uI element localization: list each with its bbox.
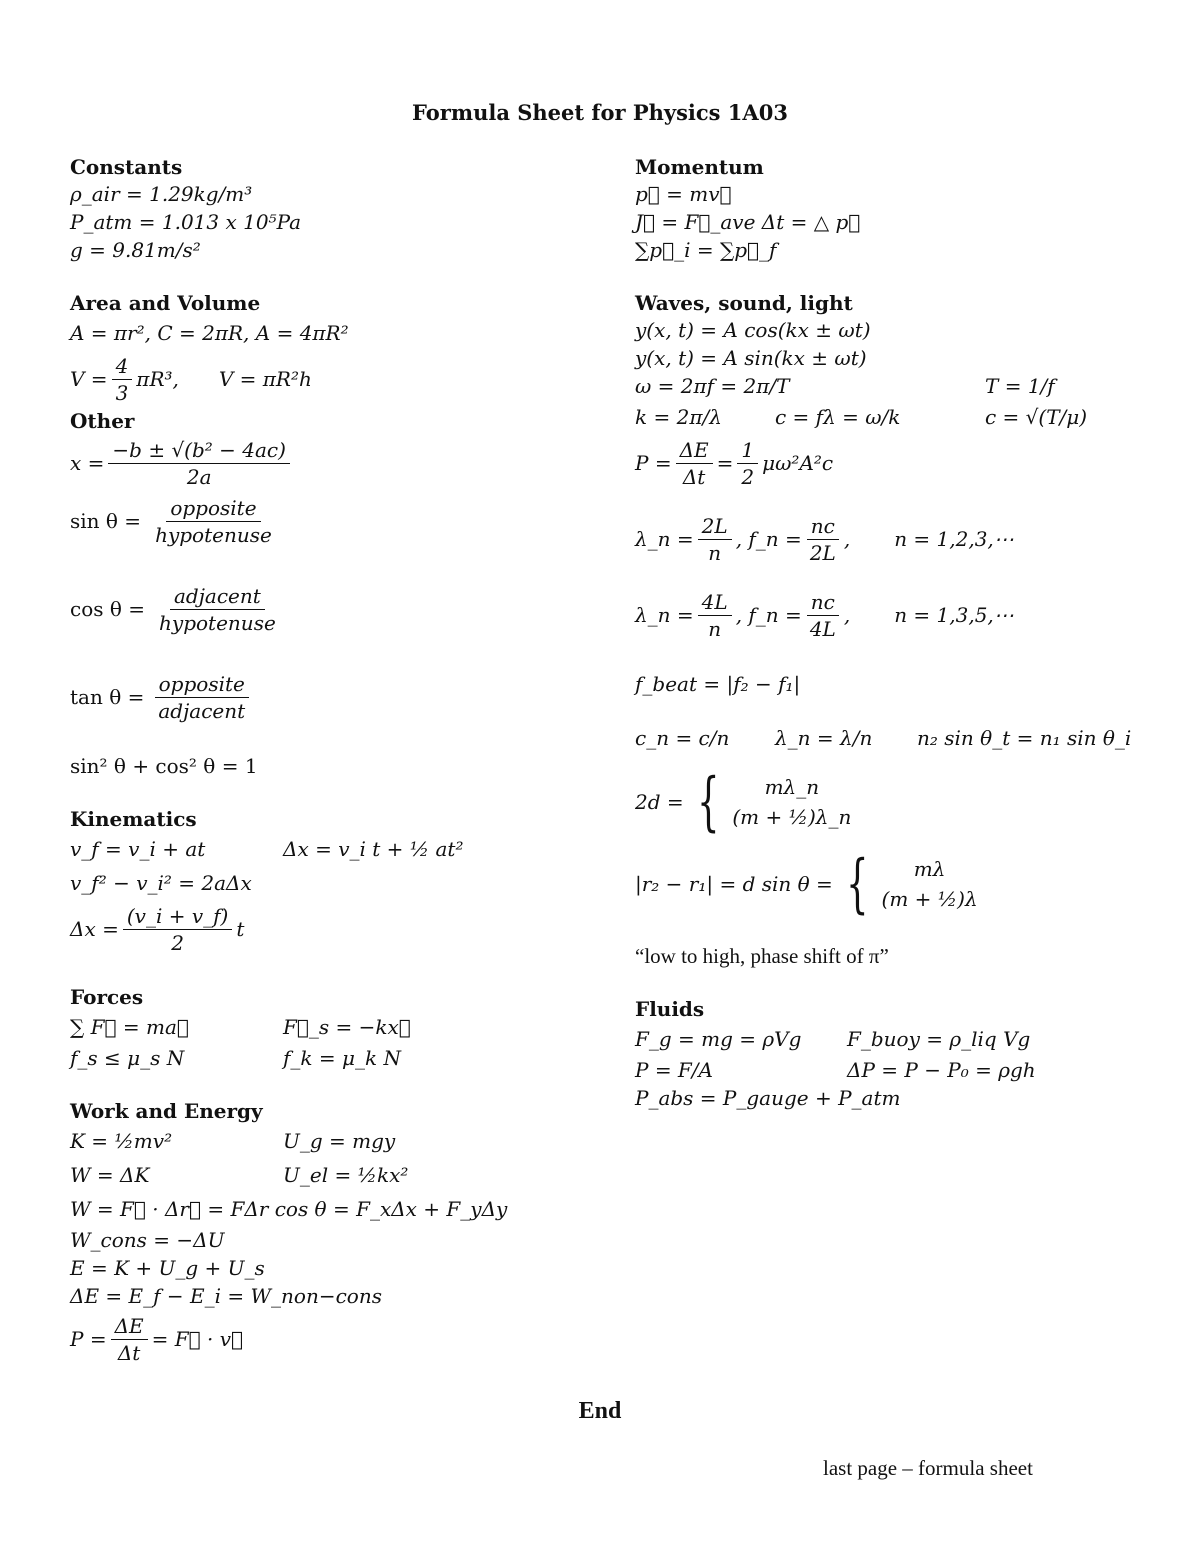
fraction-denominator: 2L: [809, 540, 836, 565]
fraction: [806, 589, 840, 642]
fraction-numerator: ΔE: [676, 437, 713, 464]
section-heading-kinematics: Kinematics: [70, 807, 197, 831]
momentum-definition: p⃗ = mv⃗: [635, 182, 732, 206]
harmonics-open-comma: ,: [843, 527, 851, 551]
period: T = 1/f: [985, 374, 1055, 398]
work-energy-theorem: W = ΔK: [70, 1163, 150, 1187]
area-formulas: A = πr², C = 2πR, A = 4πR²: [70, 321, 349, 345]
fraction-numerator: 1: [737, 437, 758, 464]
power-lhs: P =: [70, 1327, 107, 1351]
kinematics-average-velocity: [70, 900, 590, 958]
buoyant-force: F_buoy = ρ_liq Vg: [847, 1027, 1031, 1051]
left-column: [70, 154, 590, 1368]
fraction: [155, 583, 280, 636]
angular-frequency: ω = 2πf = 2π/T: [635, 374, 790, 398]
volume-cylinder: V = πR²h: [218, 367, 312, 391]
kinematics-displacement: Δx = v_i t + ½ at²: [283, 837, 464, 861]
right-column: [635, 154, 1155, 1112]
forces-line-2: [70, 1044, 590, 1072]
speed-in-medium: c_n = c/n: [635, 726, 730, 750]
fraction-denominator: 4L: [809, 616, 836, 641]
wave-omega-line: [635, 372, 1155, 400]
harmonics-closed-n: n = 1,3,5,⋯: [894, 603, 1014, 627]
fraction-numerator: nc: [807, 513, 839, 540]
quadratic-formula: [70, 434, 590, 492]
cosine-lhs: cos θ =: [70, 597, 146, 621]
fluids-line-1: [635, 1022, 1155, 1056]
fraction: [154, 671, 249, 724]
path-difference-case-2: (m + ½)λ: [881, 887, 978, 911]
fraction-numerator: 2L: [698, 513, 732, 540]
wave-number: k = 2π/λ: [635, 405, 722, 429]
wave-power: [635, 434, 1155, 492]
section-heading-work-energy: Work and Energy: [70, 1099, 263, 1123]
wave-power-equals: =: [716, 451, 734, 475]
gravitational-potential: U_g = mgy: [283, 1129, 396, 1153]
refraction-line: [635, 724, 1155, 752]
fraction-numerator: (v_i + v_f): [123, 903, 232, 930]
fraction: [806, 513, 840, 566]
fraction-denominator: 2: [741, 464, 755, 489]
tangent-lhs: tan θ =: [70, 685, 145, 709]
section-heading-constants: Constants: [70, 155, 183, 179]
beat-frequency: f_beat = |f₂ − f₁|: [635, 672, 801, 696]
fraction-numerator: 4: [112, 353, 133, 380]
quadratic-lhs: x =: [70, 451, 105, 475]
fraction-denominator: hypotenuse: [155, 522, 272, 547]
work-definition: W = F⃗ · Δr⃗ = FΔr cos θ = F_xΔx + F_yΔy: [70, 1197, 508, 1221]
power-formula: [70, 1310, 590, 1368]
fraction: [111, 1313, 148, 1366]
wavelength-in-medium: λ_n = λ/n: [775, 726, 873, 750]
fraction: [151, 495, 276, 548]
forces-line-1: [70, 1010, 590, 1044]
harmonics-closed-lhs: λ_n =: [635, 603, 694, 627]
kinematics-line-1: [70, 832, 590, 866]
wave-cos: y(x, t) = A cos(kx ± ωt): [635, 318, 871, 342]
snells-law: n₂ sin θ_t = n₁ sin θ_i: [917, 726, 1132, 750]
wave-power-lhs: P =: [635, 451, 672, 475]
footer-note: last page – formula sheet: [823, 1456, 1033, 1480]
fraction-denominator: 2a: [186, 464, 212, 489]
constant-air-density: ρ_air = 1.29kg/m³: [70, 182, 253, 206]
pythagorean-identity: sin² θ + cos² θ = 1: [70, 754, 258, 778]
fraction-denominator: 3: [115, 380, 129, 405]
elastic-potential: U_el = ½kx²: [283, 1163, 409, 1187]
sine-definition: [70, 492, 590, 550]
end-label: End: [578, 1398, 622, 1424]
static-friction: f_s ≤ μ_s N: [70, 1046, 185, 1070]
harmonics-closed: [635, 586, 1155, 644]
wave-power-rhs: μω²A²c: [762, 451, 834, 475]
fraction-denominator: Δt: [682, 464, 706, 489]
fraction-numerator: −b ± √(b² − 4ac): [108, 437, 290, 464]
kinetic-energy: K = ½mv²: [70, 1129, 173, 1153]
spring-force: F⃗_s = −kx⃗: [283, 1015, 411, 1039]
thin-film-cases: [732, 772, 851, 832]
harmonics-open-n: n = 1,2,3,⋯: [894, 527, 1014, 551]
volume-formulas: [70, 350, 590, 408]
volume-sphere-rhs: πR³,: [136, 367, 179, 391]
constant-atm-pressure: P_atm = 1.013 x 10⁵Pa: [70, 210, 302, 234]
harmonics-closed-comma: ,: [843, 603, 851, 627]
harmonics-closed-mid: , f_n =: [735, 603, 802, 627]
fraction-numerator: opposite: [155, 671, 249, 698]
section-heading-forces: Forces: [70, 985, 144, 1009]
wave-sin: y(x, t) = A sin(kx ± ωt): [635, 346, 867, 370]
harmonics-open-lhs: λ_n =: [635, 527, 694, 551]
fraction: [698, 513, 732, 566]
fraction-denominator: 2: [171, 930, 184, 955]
conservative-work: W_cons = −ΔU: [70, 1228, 225, 1252]
fraction-numerator: adjacent: [170, 583, 265, 610]
fraction: [676, 437, 713, 490]
page-title: Formula Sheet for Physics 1A03: [412, 100, 788, 125]
total-energy: E = K + U_g + U_s: [70, 1256, 265, 1280]
constant-gravity: g = 9.81m/s²: [70, 238, 201, 262]
sine-lhs: sin θ =: [70, 509, 142, 533]
path-difference-lhs: |r₂ − r₁| = d sin θ =: [635, 872, 833, 896]
fraction-denominator: adjacent: [158, 698, 246, 723]
fraction-numerator: opposite: [166, 495, 260, 522]
harmonics-open-mid: , f_n =: [735, 527, 802, 551]
weight-formula: F_g = mg = ρVg: [635, 1027, 802, 1051]
left-brace-icon: {: [696, 765, 720, 839]
fraction-numerator: nc: [807, 589, 839, 616]
newton-second-law: ∑ F⃗ = ma⃗: [70, 1015, 189, 1039]
kinematics-avg-rhs: t: [236, 917, 245, 941]
path-difference-case-1: mλ: [913, 857, 946, 881]
fraction: [123, 903, 232, 956]
thin-film-case-1: mλ_n: [764, 775, 820, 799]
impulse: J⃗ = F⃗_ave Δt = △ p⃗: [635, 210, 861, 234]
kinematics-avg-lhs: Δx =: [70, 917, 119, 941]
thin-film-case-2: (m + ½)λ_n: [732, 805, 852, 829]
tangent-definition: [70, 668, 590, 726]
absolute-pressure: P_abs = P_gauge + P_atm: [635, 1086, 901, 1110]
section-heading-waves: Waves, sound, light: [635, 291, 853, 315]
left-brace-icon: {: [845, 847, 869, 921]
pressure-definition: P = F/A: [635, 1058, 713, 1082]
thin-film-condition: [635, 765, 1155, 839]
path-difference-condition: [635, 847, 1155, 921]
string-wave-speed: c = √(T/μ): [985, 405, 1088, 429]
volume-sphere-lhs: V =: [70, 367, 108, 391]
kinematics-velocity: v_f = v_i + at: [70, 837, 206, 861]
fraction-denominator: Δt: [117, 1340, 141, 1365]
fraction: [112, 353, 133, 406]
section-heading-fluids: Fluids: [635, 997, 705, 1021]
path-difference-cases: [882, 854, 978, 914]
momentum-conservation: ∑p⃗_i = ∑p⃗_f: [635, 238, 777, 262]
phase-shift-note: “low to high, phase shift of π”: [635, 944, 889, 968]
power-rhs: = F⃗ · v⃗: [151, 1327, 243, 1351]
section-heading-area-volume: Area and Volume: [70, 291, 261, 315]
fraction-denominator: n: [708, 616, 722, 641]
energy-change: ΔE = E_f − E_i = W_non−cons: [70, 1284, 382, 1308]
fraction-numerator: ΔE: [111, 1313, 148, 1340]
work-energy-line-2: [70, 1158, 590, 1192]
fraction-numerator: 4L: [698, 589, 732, 616]
fraction: [698, 589, 732, 642]
wave-number-line: [635, 400, 1155, 434]
fluids-line-2: [635, 1056, 1155, 1084]
fraction-denominator: hypotenuse: [159, 610, 276, 635]
harmonics-open: [635, 510, 1155, 568]
hydrostatic-pressure: ΔP = P − P₀ = ρgh: [847, 1058, 1036, 1082]
fraction-denominator: n: [708, 540, 722, 565]
section-heading-momentum: Momentum: [635, 155, 764, 179]
kinetic-friction: f_k = μ_k N: [283, 1046, 401, 1070]
thin-film-lhs: 2d =: [635, 790, 684, 814]
fraction: [108, 437, 290, 490]
kinematics-velocity-squared: v_f² − v_i² = 2aΔx: [70, 871, 252, 895]
section-heading-other: Other: [70, 409, 135, 433]
fraction: [737, 437, 758, 490]
cosine-definition: [70, 580, 590, 638]
wave-speed: c = fλ = ω/k: [775, 405, 901, 429]
work-energy-line-1: [70, 1124, 590, 1158]
